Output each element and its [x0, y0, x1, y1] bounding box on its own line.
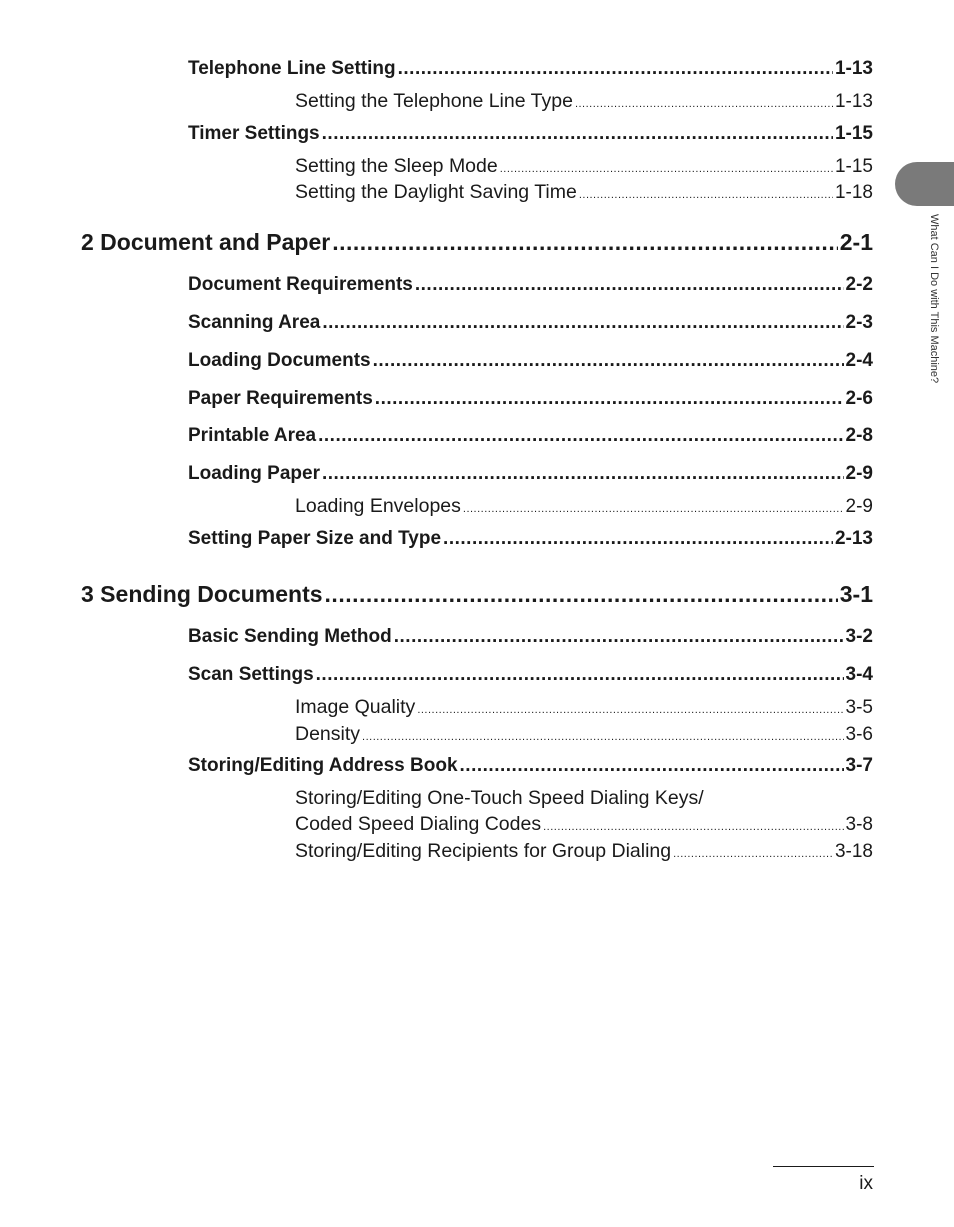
toc-entry-page: 1-18	[834, 182, 873, 203]
toc-entry-page: 1-13	[834, 58, 873, 79]
toc-entry-label-line1: Storing/Editing One-Touch Speed Dialing Keys/	[295, 787, 704, 809]
toc-entry-label: Coded Speed Dialing Codes	[295, 813, 542, 835]
toc-entry-label: Storing/Editing Address Book	[188, 755, 458, 776]
toc-entry[interactable]	[188, 274, 873, 296]
toc-entry-label: Storing/Editing Recipients for Group Dialing	[295, 840, 672, 862]
toc-entry[interactable]	[188, 388, 873, 410]
dot-leader	[375, 388, 844, 410]
toc-entry-page: 3-2	[845, 626, 873, 647]
toc-entry[interactable]	[188, 463, 873, 485]
toc-entry-page: 3-7	[845, 755, 873, 776]
toc-entry-page: 1-13	[834, 91, 873, 112]
dot-leader	[394, 626, 844, 648]
toc-entry-label: Timer Settings	[188, 123, 320, 144]
toc-entry-page: 2-1	[839, 229, 873, 255]
toc-entry-label: Document Requirements	[188, 274, 413, 295]
toc-entry-page: 3-1	[839, 581, 873, 607]
dot-leader	[362, 731, 844, 743]
toc-entry[interactable]	[188, 425, 873, 447]
toc-entry-label: Density	[295, 723, 361, 745]
toc-entry-page: 3-8	[845, 814, 873, 835]
toc-entry-page: 3-6	[845, 724, 873, 745]
dot-leader	[322, 123, 833, 145]
toc-entry-label: 2 Document and Paper	[81, 229, 331, 255]
toc-entry[interactable]	[295, 90, 873, 113]
toc-entry[interactable]	[295, 840, 873, 863]
dot-leader	[579, 189, 833, 201]
toc-entry[interactable]	[295, 813, 873, 836]
toc-entry-page: 2-2	[845, 274, 873, 295]
toc-entry-label: Scan Settings	[188, 664, 314, 685]
toc-entry[interactable]	[295, 495, 873, 518]
toc-entry-label: Printable Area	[188, 425, 317, 446]
toc-entry[interactable]	[188, 312, 873, 334]
toc-entry-label: Loading Documents	[188, 350, 371, 371]
toc-entry-page: 3-5	[845, 697, 873, 718]
dot-leader	[443, 528, 833, 550]
toc-entry[interactable]	[295, 155, 873, 178]
dot-leader	[673, 848, 833, 860]
dot-leader	[460, 755, 844, 777]
dot-leader	[325, 581, 838, 608]
toc-entry-label: Image Quality	[295, 696, 416, 718]
dot-leader	[373, 350, 844, 372]
toc-entry-label: Loading Envelopes	[295, 495, 461, 517]
toc-entry-page: 1-15	[834, 156, 873, 177]
dot-leader	[575, 98, 833, 110]
dot-leader	[316, 664, 844, 686]
toc-entry-label: Setting the Daylight Saving Time	[295, 181, 577, 203]
toc-entry[interactable]	[188, 123, 873, 145]
toc-entry-label: Loading Paper	[188, 463, 320, 484]
toc-chapter-heading[interactable]	[81, 581, 873, 608]
toc-entry-label: Scanning Area	[188, 312, 321, 333]
toc-entry[interactable]	[295, 696, 873, 719]
toc-entry-label: Paper Requirements	[188, 388, 373, 409]
toc-entry-page: 2-9	[845, 496, 873, 517]
toc-entry-page: 2-9	[845, 463, 873, 484]
toc-entry-page: 3-4	[845, 664, 873, 685]
dot-leader	[322, 312, 843, 334]
page-number: ix	[859, 1173, 873, 1194]
toc-entry[interactable]	[188, 350, 873, 372]
dot-leader	[398, 58, 833, 80]
toc-entry-page: 1-15	[834, 123, 873, 144]
toc-entry-label: Setting Paper Size and Type	[188, 528, 442, 549]
toc-chapter-heading[interactable]	[81, 229, 873, 256]
dot-leader	[417, 704, 843, 716]
dot-leader	[500, 163, 833, 175]
dot-leader	[332, 229, 838, 256]
toc-entry[interactable]	[188, 626, 873, 648]
toc-entry-page: 2-4	[845, 350, 873, 371]
toc-entry-page: 2-8	[845, 425, 873, 446]
dot-leader	[322, 463, 844, 485]
toc-entry-label: Basic Sending Method	[188, 626, 392, 647]
toc-entry-label: Telephone Line Setting	[188, 58, 396, 79]
dot-leader	[318, 425, 843, 447]
toc-entry-label: Setting the Telephone Line Type	[295, 90, 573, 112]
toc-entry-page: 2-13	[834, 528, 873, 549]
toc-entry-label: Setting the Sleep Mode	[295, 155, 498, 177]
chapter-tab-label: What Can I Do with This Machine?	[928, 214, 940, 384]
toc-entry[interactable]	[188, 664, 873, 686]
chapter-tab	[895, 162, 954, 206]
toc-entry[interactable]	[295, 723, 873, 746]
toc-entry-label: 3 Sending Documents	[81, 581, 323, 607]
toc-entry[interactable]	[188, 528, 873, 550]
toc-entry[interactable]	[295, 181, 873, 204]
dot-leader	[543, 821, 843, 833]
toc-entry[interactable]	[188, 755, 873, 777]
dot-leader	[415, 274, 844, 296]
toc-entry[interactable]	[188, 58, 873, 80]
footer-rule	[773, 1166, 874, 1167]
toc-entry-page: 3-18	[834, 841, 873, 862]
toc-entry-page: 2-3	[845, 312, 873, 333]
toc-entry-page: 2-6	[845, 388, 873, 409]
dot-leader	[463, 503, 844, 515]
